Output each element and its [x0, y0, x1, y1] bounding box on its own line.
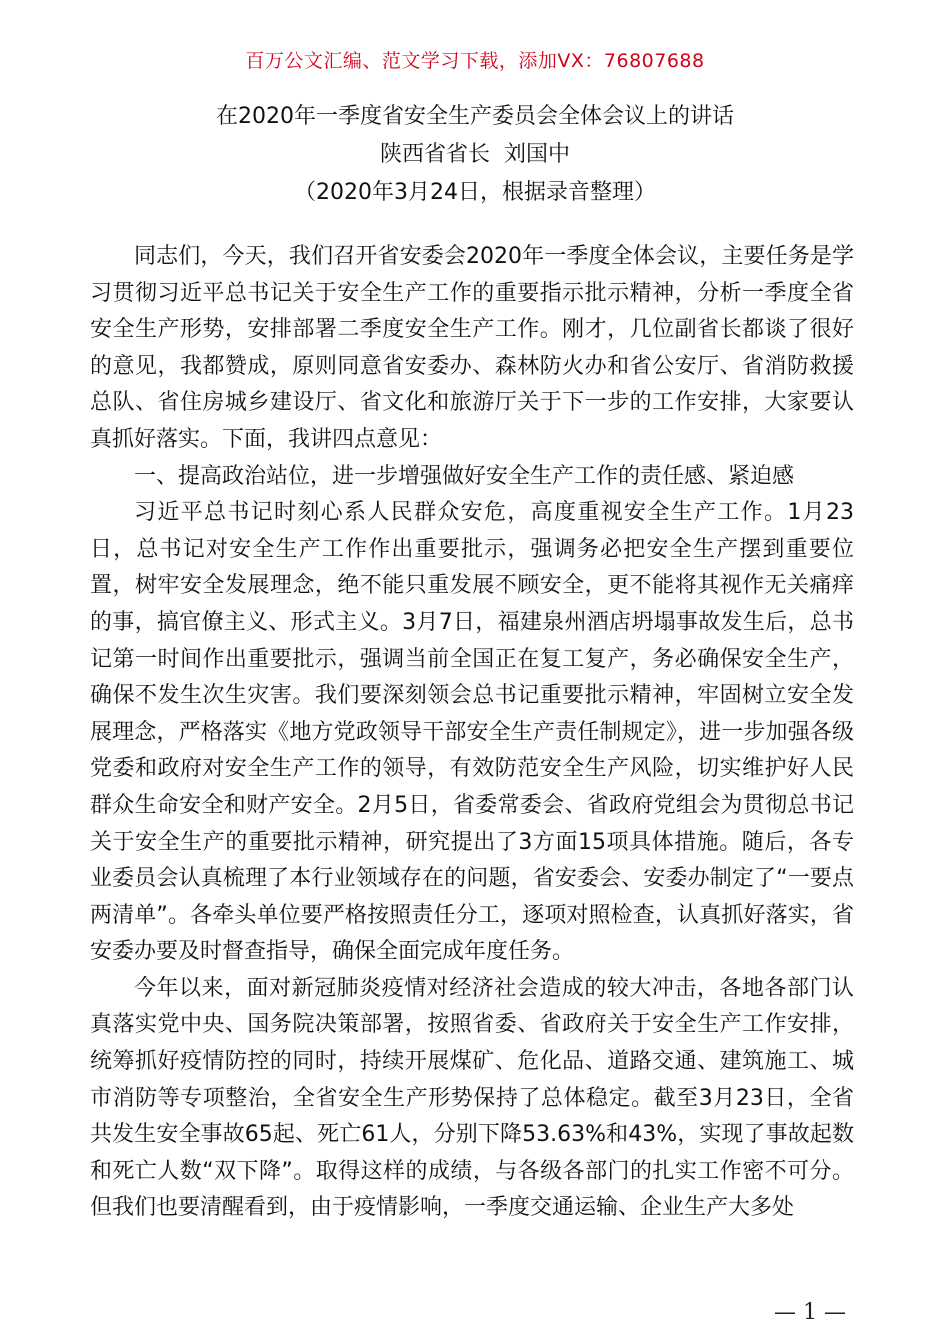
speaker-line: 陕西省省长 刘国中: [380, 142, 570, 167]
page-number: — 1 —: [774, 1300, 846, 1325]
paragraph-instructions: 习近平总书记时刻心系人民群众安危，高度重视安全生产工作。1月23日，总书记对安全生产工作作出重要批示，强调务必把安全生产摆到重要位置，树牢安全发展理念，绝不能只重发展不顾安全，更不能将其视作无关痛痒的事，搞官僚主义、形式主义。3月7日，福建泉州酒店坍塌事故发生后，总书记第一时间作出重要批示，强调当前全国正在复工复产，务必确保安全生产，确保不发生次生灾害。我们要深刻领会总书记重要批示精神，牢固树立安全发展理念，严格落实《地方党政领导干部安全生产责任制规定》，进一步加强各级党委和政府对安全生产工作的领导，有效防范安全生产风险，切实维护好人民群众生命安全和财产安全。2月5日，省委常委会、省政府党组会为贯彻总书记关于安全生产的重要批示精神，研究提出了3方面15项具体措施。随后，各专业委员会认真梳理了本行业领域存在的问题，省安委会、安委办制定了“一要点两清单”。各牵头单位要严格按照责任分工，逐项对照检查，认真抓好落实，省安委办要及时督查指导，确保全面完成年度任务。: [90, 500, 854, 965]
header-promo-note: 百万公文汇编、范文学习下载，添加VX：76807688: [245, 50, 705, 72]
document-body: [90, 239, 854, 1227]
title-block: [0, 98, 950, 212]
paragraph-situation: 今年以来，面对新冠肺炎疫情对经济社会造成的较大冲击，各地各部门认真落实党中央、国务院决策部署，按照省委、省政府关于安全生产工作安排，统筹抓好疫情防控的同时，持续开展煤矿、危化品、道路交通、建筑施工、城市消防等专项整治，全省安全生产形势保持了总体稳定。截至3月23日，全省共发生安全事故65起、死亡61人，分别下降53.63%和43%，实现了事故起数和死亡人数“双下降”。取得这样的成绩，与各级各部门的扎实工作密不可分。但我们也要清醒看到，由于疫情影响，一季度交通运输、企业生产大多处: [90, 975, 854, 1221]
date-note: （2020年3月24日，根据录音整理）: [294, 180, 656, 205]
speech-title: 在2020年一季度省安全生产委员会全体会议上的讲话: [216, 104, 734, 129]
section-heading-1: 一、提高政治站位，进一步增强做好安全生产工作的责任感、紧迫感: [134, 463, 795, 489]
paragraph-opening: 同志们，今天，我们召开省安委会2020年一季度全体会议，主要任务是学习贯彻习近平总书记关于安全生产工作的重要指示批示精神，分析一季度全省安全生产形势，安排部署二季度安全生产工作。刚才，几位副省长都谈了很好的意见，我都赞成，原则同意省安委办、森林防火办和省公安厅、省消防救援总队、省住房城乡建设厅、省文化和旅游厅关于下一步的工作安排，大家要认真抓好落实。下面，我讲四点意见：: [90, 244, 854, 452]
